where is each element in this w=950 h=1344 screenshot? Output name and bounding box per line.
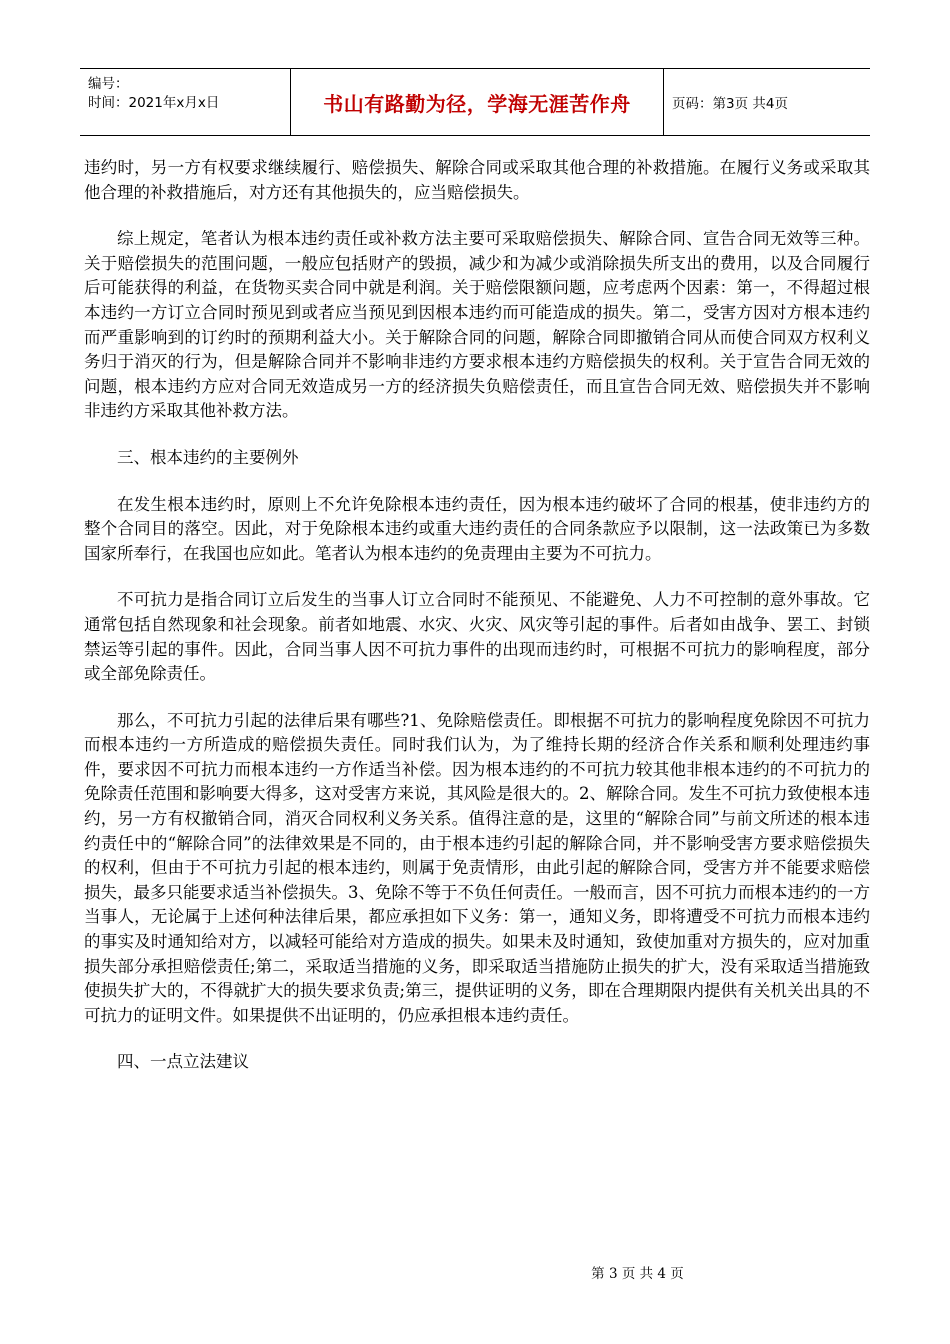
document-body — [84, 156, 870, 1097]
paragraph-summary: 综上规定，笔者认为根本违约责任或补救方法主要可采取赔偿损失、解除合同、宣告合同无效等三种。关于赔偿损失的范围问题，一般应包括财产的毁损，减少和为减少或消除损失所支出的费用，以及合同履行后可能获得的利益，在货物买卖合同中就是利润。关于赔偿限额问题，应考虑两个因素：第一，不得超过根本违约一方订立合同时预见到或者应当预见到因根本违约而可能造成的损失。第二，受害方因对方根本违约而严重影响到的订约时的预期利益大小。关于解除合同的问题，解除合同即撤销合同从而使合同双方权利义务归于消灭的行为，但是解除合同并不影响非违约方要求根本违约方赔偿损失的权利。关于宣告合同无效的问题，根本违约方应对合同无效造成另一方的经济损失负赔偿责任，而且宣告合同无效、赔偿损失并不影响非违约方采取其他补救方法。 — [84, 229, 870, 421]
header-meta-cell — [80, 69, 291, 136]
paragraph-force-majeure: 不可抗力是指合同订立后发生的当事人订立合同时不能预见、不能避免、人力不可控制的意外事故。它通常包括自然现象和社会现象。前者如地震、水灾、火灾、风灾等引起的事件。后者如由战争、罢工、封锁禁运等引起的事件。因此，合同当事人因不可抗力事件的出现而违约时，可根据不可抗力的影响程度，部分或全部免除责任。 — [84, 590, 870, 684]
header-page-info: 页码：第3页 共4页 — [664, 69, 871, 136]
section-heading-exceptions: 三、根本违约的主要例外 — [117, 447, 299, 467]
paragraph-legal-consequences: 那么，不可抗力引起的法律后果有哪些?1、免除赔偿责任。即根据不可抗力的影响程度免除因不可抗力而根本违约一方所造成的赔偿损失责任。同时我们认为，为了维持长期的经济合作关系和顺利处理违约事件，要求因不可抗力而根本违约一方作适当补偿。因为根本违约的不可抗力较其他非根本违约的不可抗力的免除责任范围和影响要大得多，这对受害方来说，其风险是很大的。2、解除合同。发生不可抗力致使根本违约，另一方有权撤销合同，消灭合同权利义务关系。值得注意的是，这里的“解除合同”与前文所述的根本违约责任中的“解除合同”的法律效果是不同的，由于根本违约引起的解除合同，并不影响受害方要求赔偿损失的权利，但由于不可抗力引起的根本违约，则属于免责情形，由此引起的解除合同，受害方并不能要求赔偿损失，最多只能要求适当补偿损失。3、免除不等于不负任何责任。一般而言，因不可抗力而根本违约的一方当事人，无论属于上述何种法律后果，都应承担如下义务：第一，通知义务，即将遭受不可抗力而根本违约的事实及时通知给对方，以减轻可能给对方造成的损失。如果未及时通知，致使加重对方损失的，应对加重损失部分承担赔偿责任;第二，采取适当措施的义务，即采取适当措施防止损失的扩大，没有采取适当措施致使损失扩大的，不得就扩大的损失要求负责;第三，提供证明的义务，即在合理期限内提供有关机关出具的不可抗力的证明文件。如果提供不出证明的，仍应承担根本违约责任。 — [84, 710, 870, 1025]
page-footer: 第 3 页 共 4 页 — [591, 1266, 684, 1282]
document-header — [80, 68, 870, 136]
header-motto: 书山有路勤为径，学海无涯苦作舟 — [291, 69, 664, 136]
paragraph-continued: 违约时，另一方有权要求继续履行、赔偿损失、解除合同或采取其他合理的补救措施。在履行义务或采取其他合理的补救措施后，对方还有其他损失的，应当赔偿损失。 — [84, 158, 870, 202]
section-heading-legislation: 四、一点立法建议 — [117, 1052, 249, 1072]
document-number-label: 编号： — [88, 76, 129, 92]
document-date-label: 时间：2021年x月x日 — [88, 95, 220, 111]
paragraph-exceptions: 在发生根本违约时，原则上不允许免除根本违约责任，因为根本违约破坏了合同的根基，使非违约方的整个合同目的落空。因此，对于免除根本违约或重大违约责任的合同条款应予以限制，这一法政策已为多数国家所奉行，在我国也应如此。笔者认为根本违约的免责理由主要为不可抗力。 — [84, 494, 870, 563]
